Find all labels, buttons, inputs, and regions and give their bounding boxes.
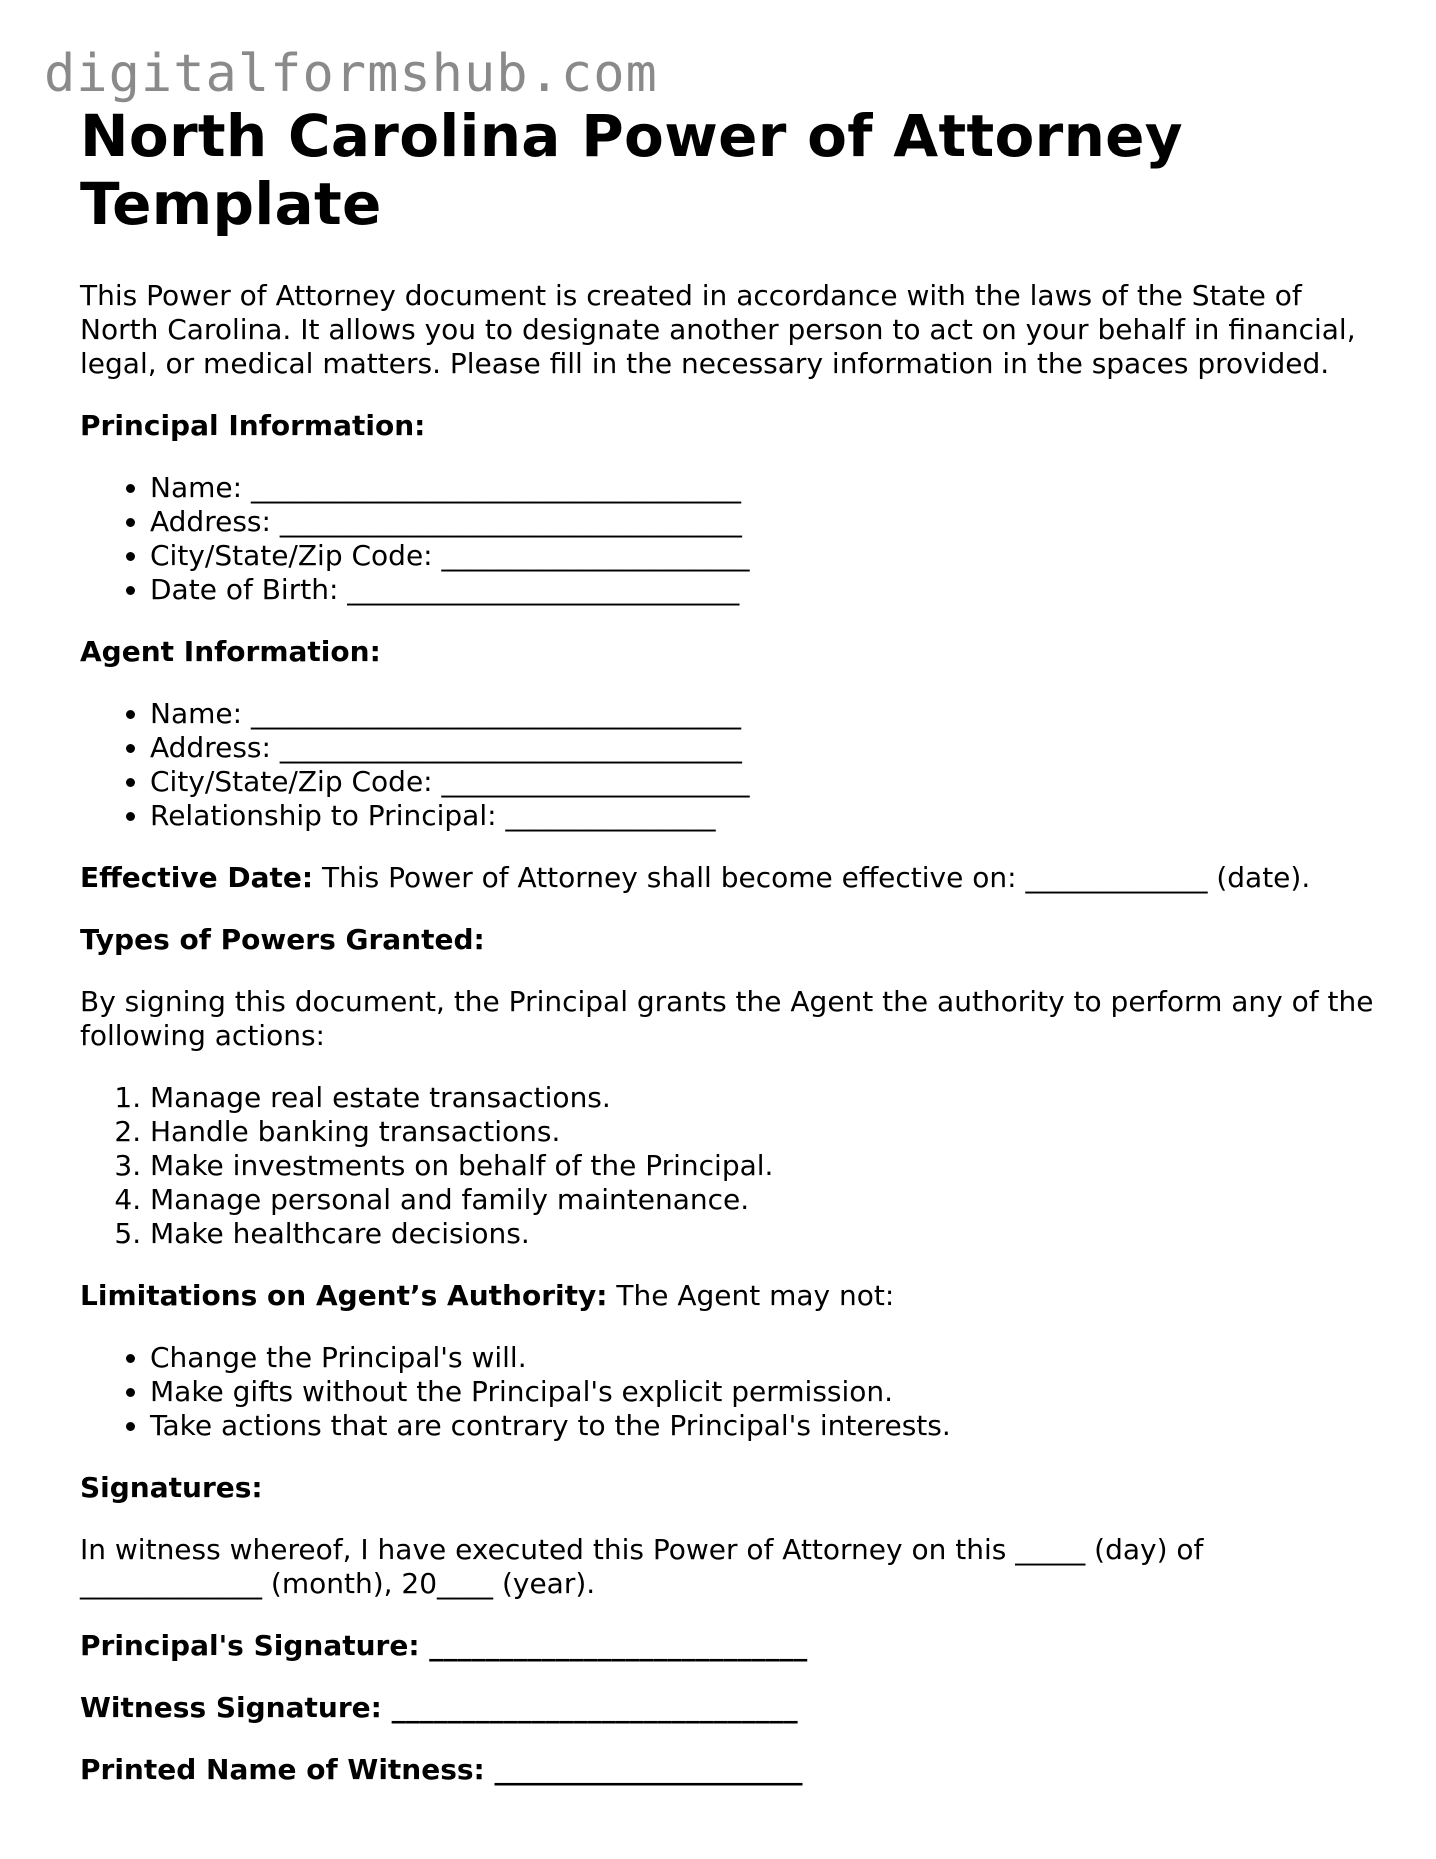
agent-heading: Agent Information: bbox=[80, 635, 381, 668]
powers-intro: By signing this document, the Principal grants the Agent the authority to perform any of the following actions: bbox=[80, 985, 1374, 1052]
intro-paragraph: This Power of Attorney document is created in accordance with the laws of the State of North Carolina. It allows you to designate another person to act on your behalf in financial, legal, or medical matters. Please fill in the necessary information in the spaces provided. bbox=[80, 279, 1356, 380]
agent-address-field: • Address: _________________________________ bbox=[150, 731, 1380, 765]
witness-printed-name-line: Printed Name of Witness: ______________________ bbox=[80, 1753, 803, 1786]
agent-relationship-field: • Relationship to Principal: _______________ bbox=[150, 799, 1380, 833]
witness-statement: In witness whereof, I have executed this Power of Attorney on this _____ (day) of _____________ (month), 20____ (year). bbox=[80, 1533, 1204, 1600]
principal-signature-line: Principal's Signature: ___________________________ bbox=[80, 1629, 808, 1662]
agent-city-state-zip-field: • City/State/Zip Code: ______________________ bbox=[150, 765, 1380, 799]
limitations-paragraph bbox=[80, 1279, 1380, 1313]
limitation-item: • Take actions that are contrary to the Principal's interests. bbox=[150, 1409, 1380, 1443]
site-watermark: digitalformshub.com bbox=[44, 44, 658, 104]
limitations-label: Limitations on Agent’s Authority: bbox=[80, 1279, 608, 1312]
agent-name-field: • Name: ___________________________________ bbox=[150, 697, 1380, 731]
signatures-heading: Signatures: bbox=[80, 1471, 263, 1504]
principal-fields-list bbox=[80, 471, 1380, 607]
principal-city-state-zip-field: • City/State/Zip Code: ______________________ bbox=[150, 539, 1380, 573]
limitation-item: • Change the Principal's will. bbox=[150, 1341, 1380, 1375]
effective-date-text: This Power of Attorney shall become effective on: _____________ (date). bbox=[313, 861, 1311, 894]
powers-heading: Types of Powers Granted: bbox=[80, 923, 485, 956]
power-item: 4. Manage personal and family maintenance. bbox=[150, 1183, 1380, 1217]
limitation-item: • Make gifts without the Principal's explicit permission. bbox=[150, 1375, 1380, 1409]
page-title: North Carolina Power of Attorney Template bbox=[80, 102, 1183, 238]
powers-list bbox=[80, 1081, 1380, 1251]
principal-dob-field: • Date of Birth: ____________________________ bbox=[150, 573, 1380, 607]
principal-heading: Principal Information: bbox=[80, 409, 426, 442]
effective-date-paragraph bbox=[80, 861, 1380, 895]
limitations-list bbox=[80, 1341, 1380, 1443]
power-item: 1. Manage real estate transactions. bbox=[150, 1081, 1380, 1115]
agent-fields-list bbox=[80, 697, 1380, 833]
power-item: 5. Make healthcare decisions. bbox=[150, 1217, 1380, 1251]
principal-name-field: • Name: ___________________________________ bbox=[150, 471, 1380, 505]
principal-address-field: • Address: _________________________________ bbox=[150, 505, 1380, 539]
limitations-text: The Agent may not: bbox=[607, 1279, 895, 1312]
power-item: 3. Make investments on behalf of the Principal. bbox=[150, 1149, 1380, 1183]
power-item: 2. Handle banking transactions. bbox=[150, 1115, 1380, 1149]
witness-signature-line: Witness Signature: _____________________________ bbox=[80, 1691, 798, 1724]
document bbox=[80, 102, 1380, 1787]
effective-date-label: Effective Date: bbox=[80, 861, 314, 894]
